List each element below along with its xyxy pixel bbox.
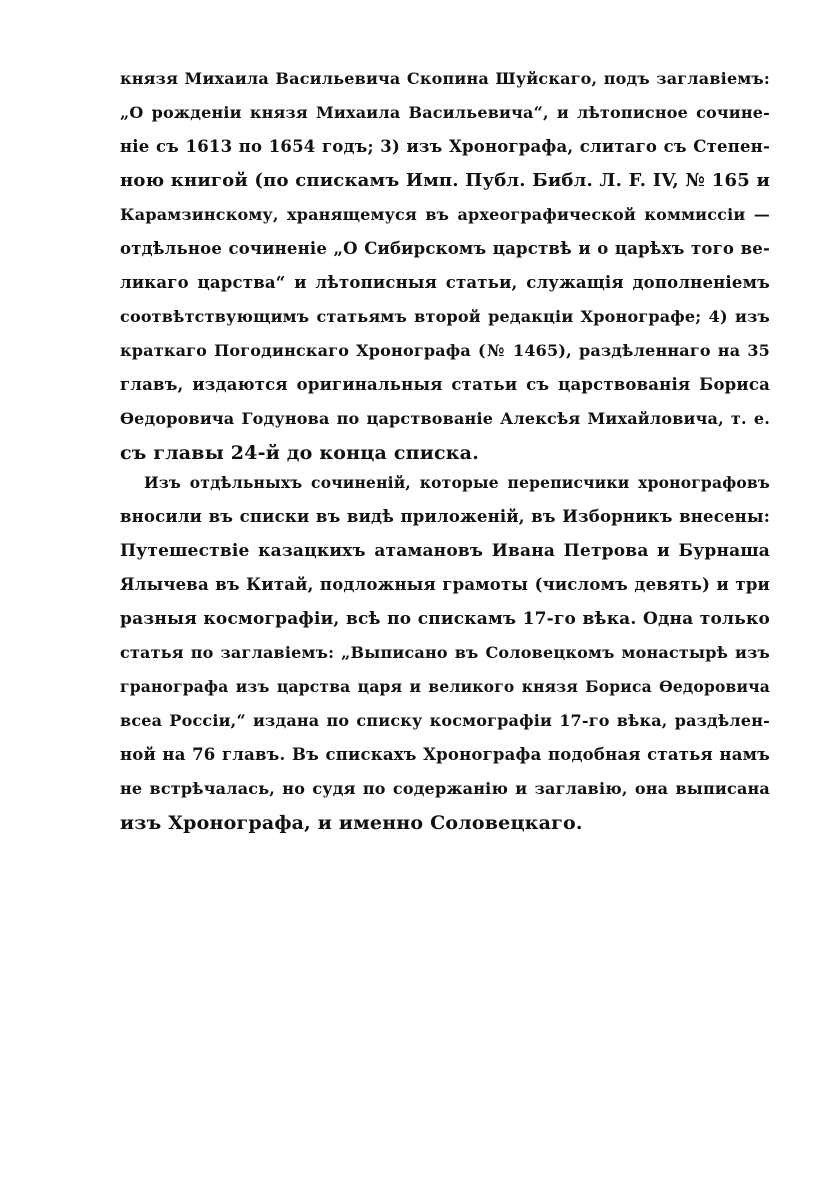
text-line: не встрѣчалась, но судя по содержанію и заглавію, она выписана xyxy=(120,779,770,798)
paragraph-1 xyxy=(120,62,770,470)
text-line: гранографа изъ царства царя и великого князя Бориса Ѳедоровича xyxy=(120,677,770,696)
text-line: ною книгой (по спискамъ Имп. Публ. Библ. Л. F. IV, № 165 и xyxy=(120,170,770,191)
text-line: статья по заглавіемъ: „Выписано въ Соловецкомъ монастырѣ изъ xyxy=(120,643,770,662)
paragraph-2 xyxy=(120,466,770,840)
text-line: вносили въ списки въ видѣ приложеній, въ Изборникъ внесены: xyxy=(120,507,770,526)
text-line: съ главы 24-й до конца списка. xyxy=(120,442,480,464)
text-line: всеа Россіи,“ издана по списку космографіи 17-го вѣка, раздѣлен- xyxy=(120,711,770,730)
text-line: ной на 76 главъ. Въ спискахъ Хронографа подобная статья намъ xyxy=(120,745,770,764)
text-line: Ялычева въ Китай, подложныя грамоты (числомъ девять) и три xyxy=(120,575,770,594)
text-line: ликаго царства“ и лѣтописныя статьи, служащія дополненіемъ xyxy=(120,273,770,292)
text-line: соотвѣтствующимъ статьямъ второй редакціи Хронографе; 4) изъ xyxy=(120,307,770,326)
text-line: Путешествіе казацкихъ атамановъ Ивана Петрова и Бурнаша xyxy=(120,541,770,561)
text-line: Изъ отдѣльныхъ сочиненій, которые переписчики хронографовъ xyxy=(144,473,770,492)
text-line: главъ, издаются оригинальныя статьи съ царствованія Бориса xyxy=(120,375,770,394)
text-line: „О рожденіи князя Михаила Васильевича“, и лѣтописное сочине- xyxy=(120,103,770,122)
text-line: ніе съ 1613 по 1654 годъ; 3) изъ Хронографа, слитаго съ Степен- xyxy=(120,137,770,156)
text-line: краткаго Погодинскаго Хронографа (№ 1465), раздѣленнаго на 35 xyxy=(120,341,770,360)
text-line: Ѳедоровича Годунова по царствованіе Алексѣя Михайловича, т. е. xyxy=(120,409,770,428)
text-line: Карамзинскому, хранящемуся въ археографической коммиссіи — xyxy=(120,205,770,224)
text-line: изъ Хронографа, и именно Соловецкаго. xyxy=(120,812,583,834)
text-line: отдѣльное сочиненіе „О Сибирскомъ царствѣ и о царѣхъ того ве- xyxy=(120,239,770,258)
text-line: разныя космографіи, всѣ по спискамъ 17-го вѣка. Одна только xyxy=(120,609,770,629)
text-line: князя Михаила Васильевича Скопина Шуйскаго, подъ заглавіемъ: xyxy=(120,69,770,88)
